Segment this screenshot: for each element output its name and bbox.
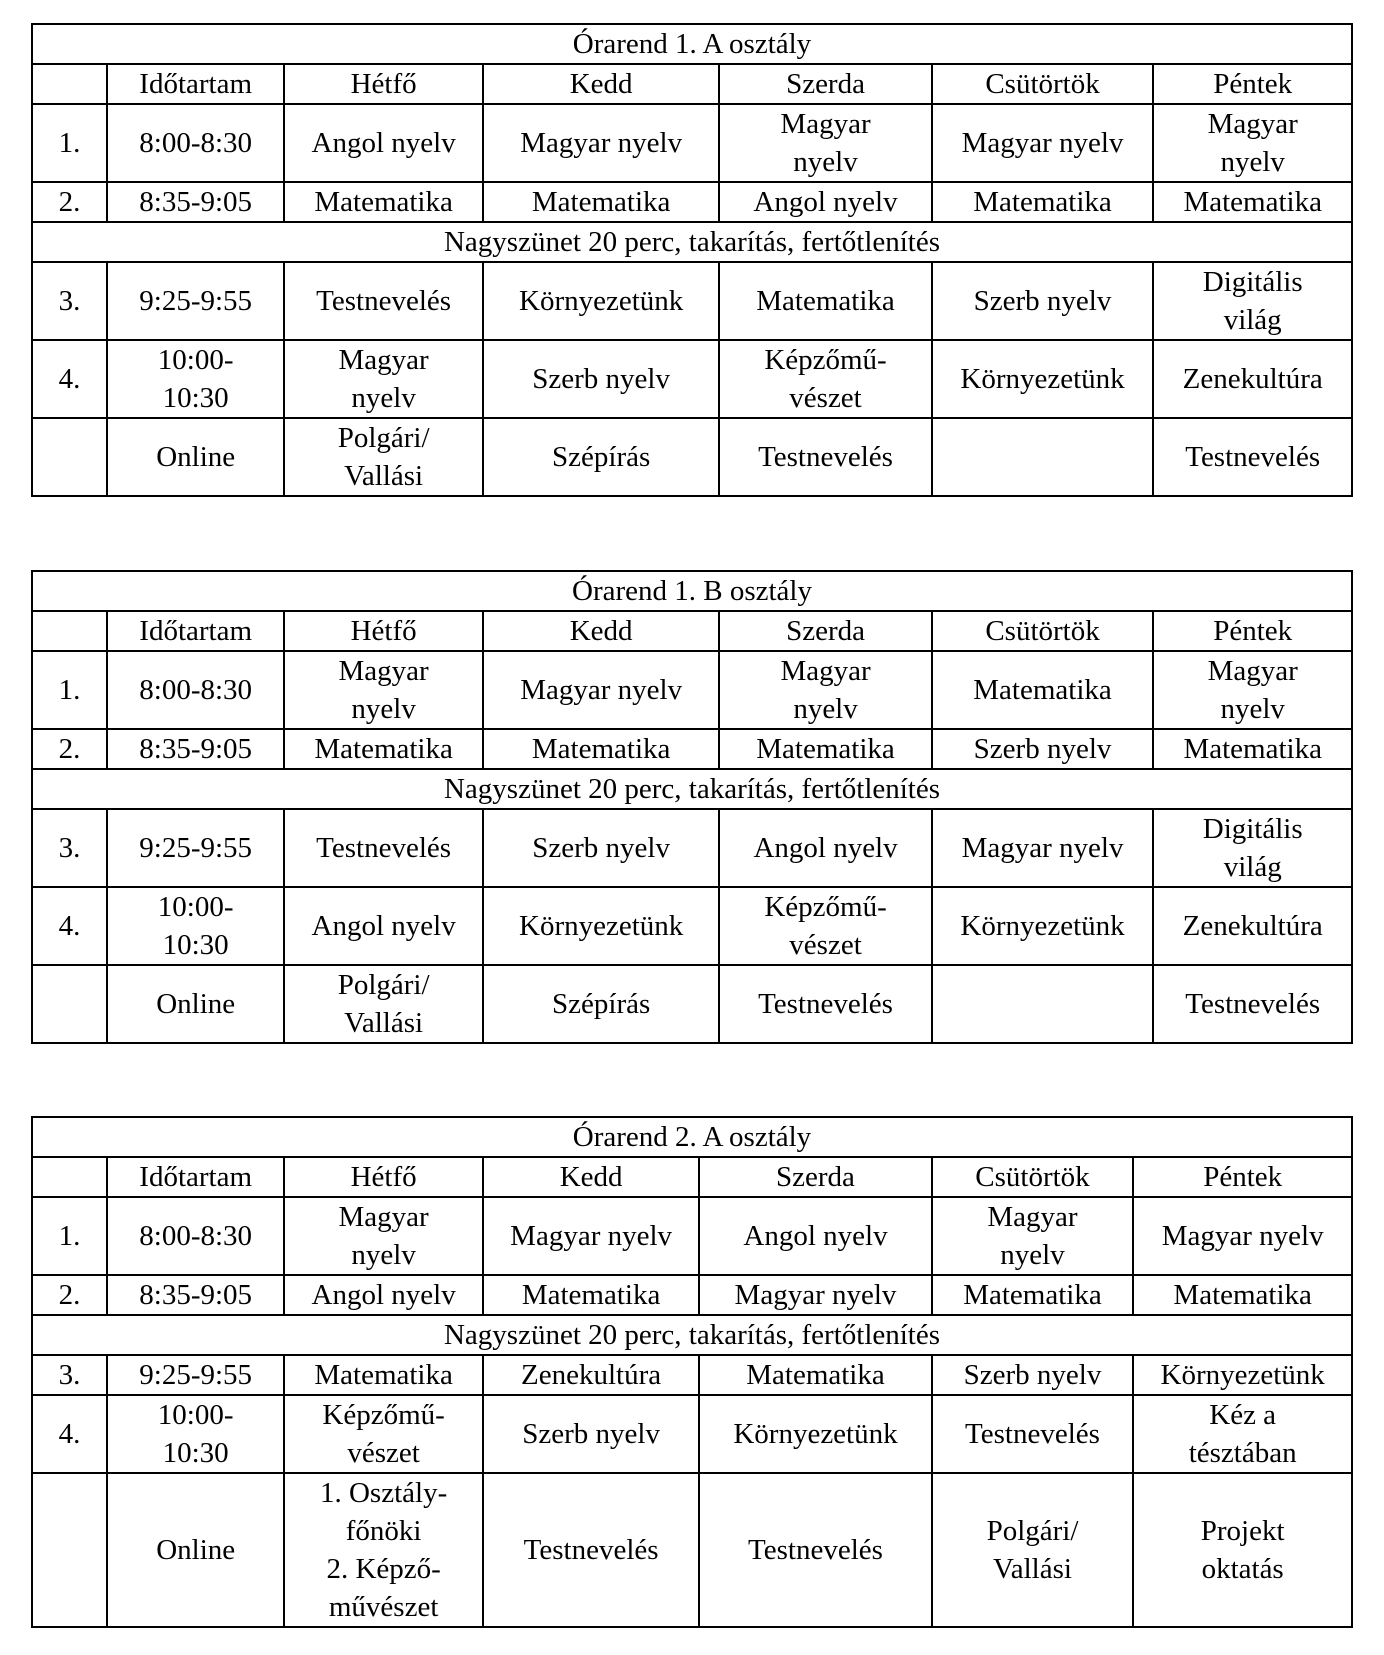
lesson-cell [932, 965, 1154, 1043]
header-cell-tuesday: Kedd [483, 64, 720, 104]
period-time: 10:00- 10:30 [107, 887, 284, 965]
lesson-cell: Szépírás [483, 418, 720, 496]
lesson-cell: Magyar nyelv [1153, 104, 1352, 182]
period-number: 2. [32, 182, 107, 222]
lesson-cell: Matematika [719, 262, 931, 340]
header-cell-thursday: Csütörtök [932, 1157, 1134, 1197]
table-title: Órarend 1. B osztály [32, 571, 1352, 611]
table-row [32, 887, 1352, 965]
lesson-cell: Matematika [1133, 1275, 1352, 1315]
table-row [32, 1197, 1352, 1275]
lesson-cell: Környezetünk [932, 340, 1154, 418]
table-row [32, 651, 1352, 729]
header-cell-monday: Hétfő [284, 64, 483, 104]
lesson-cell: Magyar nyelv [483, 104, 720, 182]
period-time: 10:00- 10:30 [107, 340, 284, 418]
lesson-cell: Projekt oktatás [1133, 1473, 1352, 1627]
lesson-cell: Magyar nyelv [932, 809, 1154, 887]
lesson-cell: Polgári/ Vallási [284, 418, 483, 496]
period-time: 8:35-9:05 [107, 182, 284, 222]
header-cell-thursday: Csütörtök [932, 611, 1154, 651]
period-time: Online [107, 1473, 284, 1627]
period-time: 9:25-9:55 [107, 1355, 284, 1395]
period-time: Online [107, 965, 284, 1043]
lesson-cell: Környezetünk [483, 887, 720, 965]
period-number: 1. [32, 651, 107, 729]
lesson-cell: Zenekultúra [483, 1355, 699, 1395]
header-cell-monday: Hétfő [284, 1157, 483, 1197]
lesson-cell: Magyar nyelv [483, 651, 720, 729]
table-row [32, 965, 1352, 1043]
lesson-cell: Szerb nyelv [483, 1395, 699, 1473]
header-cell-thursday: Csütörtök [932, 64, 1154, 104]
lesson-cell: Angol nyelv [699, 1197, 931, 1275]
header-cell-wednesday: Szerda [719, 64, 931, 104]
lesson-cell: Magyar nyelv [1133, 1197, 1352, 1275]
lesson-cell: Testnevelés [719, 965, 931, 1043]
lesson-cell: Matematika [483, 1275, 699, 1315]
period-time: 9:25-9:55 [107, 262, 284, 340]
lesson-cell: Matematika [284, 729, 483, 769]
lesson-cell: Zenekultúra [1153, 887, 1352, 965]
lesson-cell: Angol nyelv [284, 104, 483, 182]
period-number [32, 965, 107, 1043]
period-number: 1. [32, 1197, 107, 1275]
period-number: 3. [32, 1355, 107, 1395]
lesson-cell: Matematika [1153, 729, 1352, 769]
lesson-cell: Képzőmű- vészet [719, 340, 931, 418]
header-cell-duration: Időtartam [107, 64, 284, 104]
lesson-cell: Matematika [932, 651, 1154, 729]
header-cell-blank [32, 611, 107, 651]
header-cell-wednesday: Szerda [719, 611, 931, 651]
header-cell-duration: Időtartam [107, 611, 284, 651]
lesson-cell: Matematika [719, 729, 931, 769]
header-cell-friday: Péntek [1153, 611, 1352, 651]
lesson-cell: Környezetünk [699, 1395, 931, 1473]
timetable-2a [31, 1116, 1353, 1628]
table-row [32, 1395, 1352, 1473]
header-cell-blank [32, 64, 107, 104]
lesson-cell: Angol nyelv [719, 809, 931, 887]
header-cell-blank [32, 1157, 107, 1197]
period-number: 4. [32, 1395, 107, 1473]
header-cell-monday: Hétfő [284, 611, 483, 651]
lesson-cell: 1. Osztály- főnöki 2. Képző- művészet [284, 1473, 483, 1627]
table-row [32, 729, 1352, 769]
lesson-cell: Zenekultúra [1153, 340, 1352, 418]
lesson-cell: Testnevelés [1153, 965, 1352, 1043]
lesson-cell: Testnevelés [284, 262, 483, 340]
lesson-cell: Testnevelés [699, 1473, 931, 1627]
period-number: 3. [32, 809, 107, 887]
lesson-cell: Testnevelés [1153, 418, 1352, 496]
timetable-1b [31, 570, 1353, 1044]
lesson-cell: Polgári/ Vallási [932, 1473, 1134, 1627]
lesson-cell: Digitális világ [1153, 809, 1352, 887]
table-row [32, 182, 1352, 222]
header-cell-wednesday: Szerda [699, 1157, 931, 1197]
lesson-cell: Testnevelés [483, 1473, 699, 1627]
period-time: 8:00-8:30 [107, 1197, 284, 1275]
table-row [32, 1355, 1352, 1395]
lesson-cell: Magyar nyelv [932, 104, 1154, 182]
lesson-cell: Magyar nyelv [719, 651, 931, 729]
lesson-cell: Kéz a tésztában [1133, 1395, 1352, 1473]
lesson-cell: Szerb nyelv [932, 729, 1154, 769]
table-row [32, 809, 1352, 887]
period-time: 8:00-8:30 [107, 104, 284, 182]
lesson-cell: Környezetünk [1133, 1355, 1352, 1395]
lesson-cell: Képzőmű- vészet [284, 1395, 483, 1473]
lesson-cell: Magyar nyelv [699, 1275, 931, 1315]
period-number: 3. [32, 262, 107, 340]
period-number: 4. [32, 887, 107, 965]
period-time: 9:25-9:55 [107, 809, 284, 887]
lesson-cell: Matematika [932, 1275, 1134, 1315]
lesson-cell: Digitális világ [1153, 262, 1352, 340]
break-row: Nagyszünet 20 perc, takarítás, fertőtlenítés [32, 769, 1352, 809]
lesson-cell [932, 418, 1154, 496]
table-title: Órarend 1. A osztály [32, 24, 1352, 64]
table-row [32, 262, 1352, 340]
lesson-cell: Angol nyelv [284, 887, 483, 965]
period-number: 2. [32, 1275, 107, 1315]
lesson-cell: Szerb nyelv [483, 809, 720, 887]
lesson-cell: Magyar nyelv [284, 651, 483, 729]
period-time: 8:00-8:30 [107, 651, 284, 729]
period-time: 8:35-9:05 [107, 1275, 284, 1315]
lesson-cell: Matematika [1153, 182, 1352, 222]
timetable-1a [31, 23, 1353, 497]
lesson-cell: Szerb nyelv [483, 340, 720, 418]
table-row [32, 1473, 1352, 1627]
break-row: Nagyszünet 20 perc, takarítás, fertőtlenítés [32, 1315, 1352, 1355]
period-number [32, 418, 107, 496]
lesson-cell: Matematika [284, 182, 483, 222]
lesson-cell: Magyar nyelv [483, 1197, 699, 1275]
period-time: 8:35-9:05 [107, 729, 284, 769]
period-number: 2. [32, 729, 107, 769]
period-time: Online [107, 418, 284, 496]
header-cell-friday: Péntek [1153, 64, 1352, 104]
lesson-cell: Testnevelés [932, 1395, 1134, 1473]
lesson-cell: Szerb nyelv [932, 262, 1154, 340]
lesson-cell: Matematika [284, 1355, 483, 1395]
header-cell-tuesday: Kedd [483, 1157, 699, 1197]
lesson-cell: Angol nyelv [284, 1275, 483, 1315]
period-number [32, 1473, 107, 1627]
lesson-cell: Szépírás [483, 965, 720, 1043]
lesson-cell: Szerb nyelv [932, 1355, 1134, 1395]
table-title: Órarend 2. A osztály [32, 1117, 1352, 1157]
table-row [32, 340, 1352, 418]
lesson-cell: Magyar nyelv [1153, 651, 1352, 729]
lesson-cell: Környezetünk [932, 887, 1154, 965]
lesson-cell: Magyar nyelv [719, 104, 931, 182]
lesson-cell: Környezetünk [483, 262, 720, 340]
break-row: Nagyszünet 20 perc, takarítás, fertőtlenítés [32, 222, 1352, 262]
lesson-cell: Matematika [483, 182, 720, 222]
header-cell-tuesday: Kedd [483, 611, 720, 651]
period-number: 4. [32, 340, 107, 418]
lesson-cell: Képzőmű- vészet [719, 887, 931, 965]
lesson-cell: Testnevelés [284, 809, 483, 887]
lesson-cell: Magyar nyelv [284, 340, 483, 418]
header-cell-duration: Időtartam [107, 1157, 284, 1197]
table-row [32, 418, 1352, 496]
lesson-cell: Magyar nyelv [284, 1197, 483, 1275]
lesson-cell: Matematika [483, 729, 720, 769]
period-time: 10:00- 10:30 [107, 1395, 284, 1473]
period-number: 1. [32, 104, 107, 182]
lesson-cell: Matematika [932, 182, 1154, 222]
lesson-cell: Testnevelés [719, 418, 931, 496]
lesson-cell: Matematika [699, 1355, 931, 1395]
header-cell-friday: Péntek [1133, 1157, 1352, 1197]
table-row [32, 104, 1352, 182]
table-row [32, 1275, 1352, 1315]
lesson-cell: Polgári/ Vallási [284, 965, 483, 1043]
lesson-cell: Angol nyelv [719, 182, 931, 222]
lesson-cell: Magyar nyelv [932, 1197, 1134, 1275]
